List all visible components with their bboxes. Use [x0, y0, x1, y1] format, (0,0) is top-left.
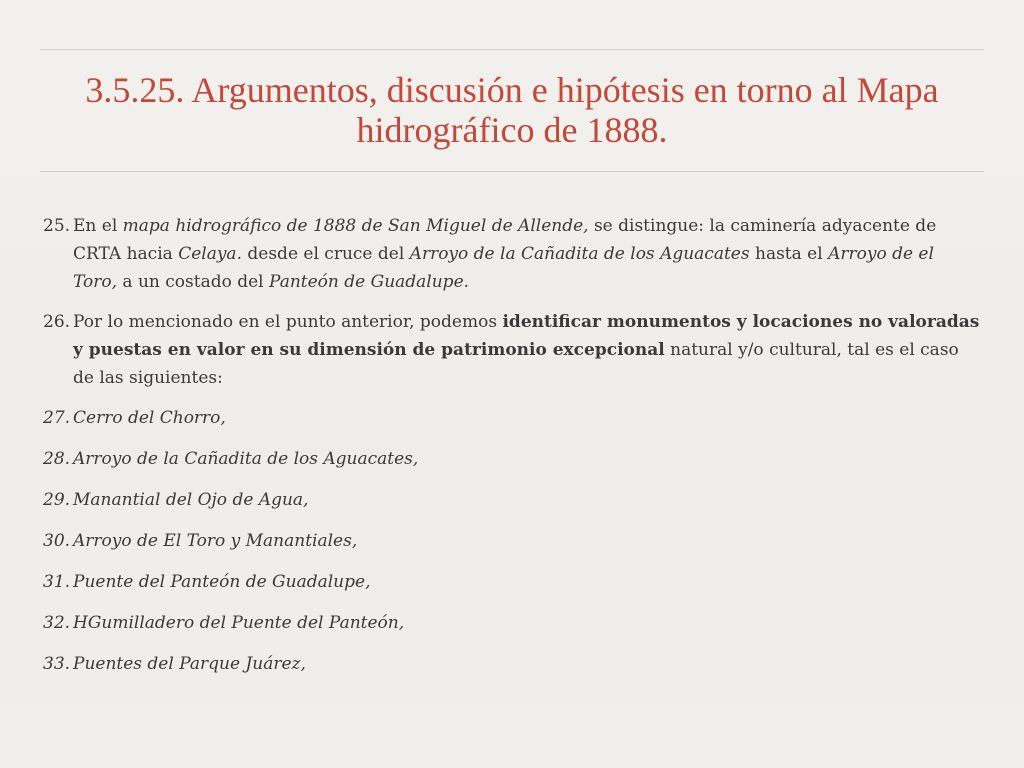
- list-item-text: Arroyo de la Cañadita de los Aguacates,: [73, 449, 419, 469]
- text-run: hasta el: [749, 244, 829, 264]
- bold-emphasis: identificar monumentos y locaciones no valoradas y puestas en valor en su dimensión de patrimonio excepcional: [73, 312, 980, 360]
- place-panteon: Panteón de Guadalupe.: [269, 272, 470, 292]
- list-item-number: 27.: [43, 408, 71, 428]
- text-run: se distingue: la caminería adyacente de CRTA hacia: [73, 216, 937, 264]
- list-item-text: HGumilladero del Puente del Panteón,: [73, 613, 405, 633]
- list-item: [43, 609, 983, 637]
- list-item-text: Puente del Panteón de Guadalupe,: [73, 572, 371, 592]
- place-arroyo-toro: Arroyo de el Toro,: [73, 244, 934, 292]
- list-item-number: 29.: [43, 490, 71, 510]
- paragraph-number: 25.: [43, 216, 71, 236]
- place-arroyo-canadita: Arroyo de la Cañadita de los Aguacates: [409, 244, 750, 264]
- text-run: desde el cruce del: [241, 244, 410, 264]
- text-run: Por lo mencionado en el punto anterior, podemos: [73, 312, 503, 332]
- title-divider: [40, 171, 984, 172]
- place-celaya: Celaya.: [178, 244, 242, 264]
- paragraph-25: [43, 212, 983, 296]
- list-item-text: Manantial del Ojo de Agua,: [73, 490, 309, 510]
- slide-title: [40, 70, 984, 150]
- slide-body: [43, 212, 983, 691]
- list-item: [43, 650, 983, 678]
- list-item-number: 28.: [43, 449, 71, 469]
- list-item-text: Arroyo de El Toro y Manantiales,: [73, 531, 358, 551]
- list-item: [43, 445, 983, 473]
- list-item-text: Cerro del Chorro,: [73, 408, 226, 428]
- list-item-number: 30.: [43, 531, 71, 551]
- paragraph-26: [43, 308, 983, 392]
- slide-title-line-1: 3.5.25. Argumentos, discusión e hipótesis en torno al Mapa: [85, 70, 939, 110]
- slide-title-line-2: hidrográfico de 1888.: [356, 110, 668, 150]
- list-item: [43, 527, 983, 555]
- paragraph-number: 26.: [43, 312, 71, 332]
- text-run: natural y/o cultural, tal es el caso de las siguientes:: [73, 340, 959, 388]
- list-item: [43, 486, 983, 514]
- list-item: [43, 568, 983, 596]
- paragraph-text: [73, 212, 983, 296]
- text-run: En el: [73, 216, 123, 236]
- list-item-number: 33.: [43, 654, 71, 674]
- list-item-text: Puentes del Parque Juárez,: [73, 654, 306, 674]
- list-item-number: 32.: [43, 613, 71, 633]
- list-item: [43, 404, 983, 432]
- text-run: a un costado del: [117, 272, 270, 292]
- list-item-number: 31.: [43, 572, 71, 592]
- paragraph-text: [73, 308, 983, 392]
- map-name: mapa hidrográfico de 1888 de San Miguel de Allende,: [122, 216, 589, 236]
- top-divider: [40, 49, 984, 50]
